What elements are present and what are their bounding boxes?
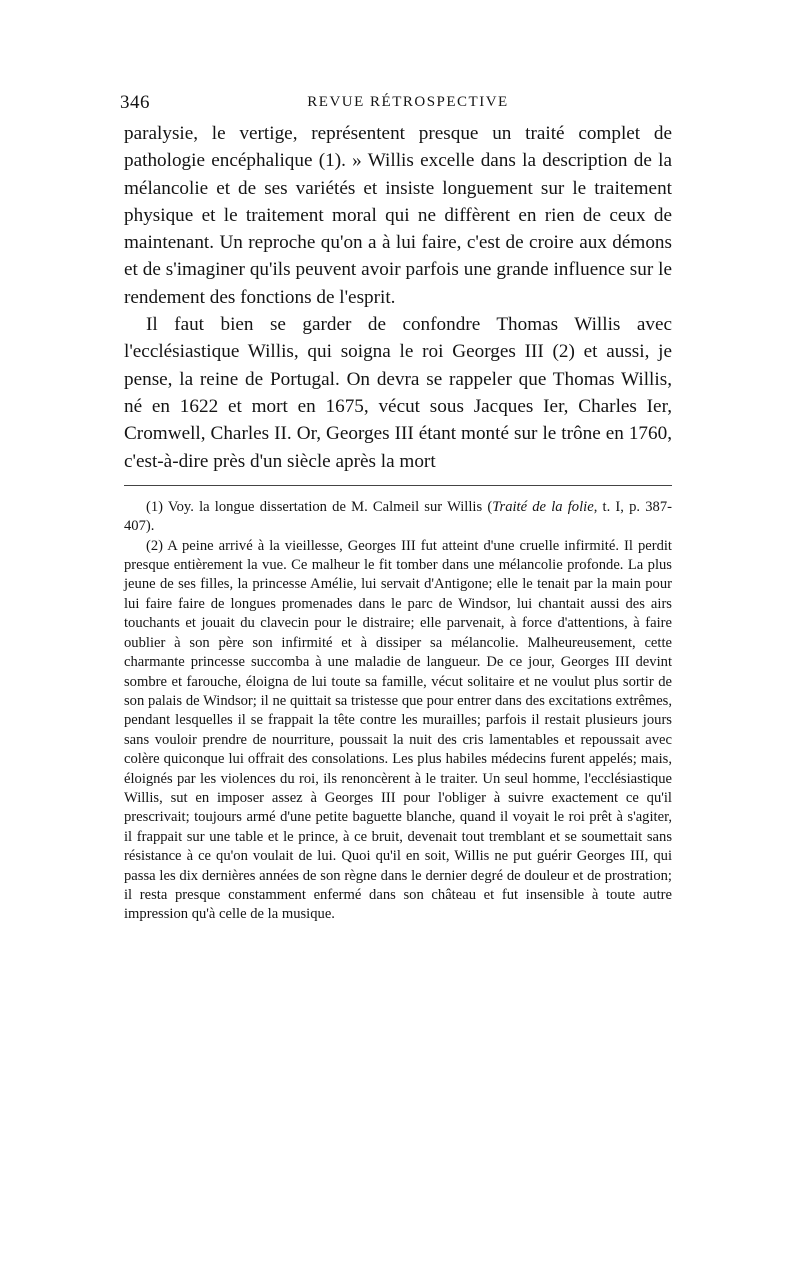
footnote-2: (2) A peine arrivé à la vieillesse, Georges III fut atteint d'une cruelle infirmité. Il perdit presque entièrement la vue. Ce malheur le fit tomber dans une mélancolie profonde. La plus jeune de ses filles, la princesse Amélie, lui servait d'Antigone; elle le tenait par la main pour lui faire faire de longues promenades dans le parc de Windsor, lui chantait aussi des airs touchants et jouait du clavecin pour le distraire; elle parvenait, à force d'attentions, à faire oublier à son père son infirmité et à dissiper sa mélancolie. Malheureusement, cette charmante princesse succomba à une maladie de langueur. De ce jour, Georges III devint sombre et farouche, éloigna de lui toute sa famille, vécut solitaire et ne voulut plus sortir de son palais de Windsor; il ne quittait sa tristesse que pour entrer dans des excitations extrêmes, pendant lesquelles il se frappait la tête contre les murailles; parfois il restait plusieurs jours sans vouloir prendre de nourriture, poussait la nuit des cris lamentables et repoussait avec colère quiconque lui offrait des consolations. Les plus habiles médecins furent appelés; mais, éloignés par les violences du roi, ils renoncèrent à le traiter. Un seul homme, l'ecclésiastique Willis, sut en imposer assez à Georges III pour l'obliger à suivre exactement ce qu'il prescrivait; toujours armé d'une petite baguette blanche, quand il voyait le roi prêt à s'agiter, il frappait sur une table et le prince, à ce bruit, devenait tout tremblant et se soumettait sans résistance à ce qu'on voulait de lui. Quoi qu'il en soit, Willis ne put guérir Georges III, qui passa les dix dernières années de son règne dans le dernier degré de douleur et de prostration; il resta presque constamment enfermé dans son château et fut insensible à toute autre impression qu'à celle de la musique. (124, 537, 672, 923)
paragraph: paralysie, le vertige, représentent presque un traité complet de pathologie encéphalique (1). » Willis excelle dans la description de la mélancolie et de ses variétés et insiste longuement sur le traitement physique et le traitement moral qui ne diffèrent en rien de ceux de maintenant. Un reproche qu'on a à lui faire, c'est de croire aux démons et de s'imaginer qu'ils peuvent avoir parfois une grande influence sur le rendement des fonctions de l'esprit. (124, 123, 672, 308)
footnote-divider (124, 485, 672, 486)
footnote-1 (124, 498, 672, 537)
footnotes (124, 498, 672, 925)
footnote-1-text: (1) Voy. la longue dissertation de M. Calmeil sur Willis ( (146, 498, 493, 515)
footnote-1-book-title: Traité de la folie (492, 498, 594, 515)
paragraph: Il faut bien se garder de confondre Thomas Willis avec l'ecclésiastique Willis, qui soigna le roi Georges III (2) et aussi, je pense, la reine de Portugal. On devra se rappeler que Thomas Willis, né en 1622 et mort en 1675, vécut sous Jacques Ier, Charles Ier, Cromwell, Charles II. Or, Georges III étant monté sur le trône en 1760, c'est-à-dire près d'un siècle après la mort (124, 314, 672, 472)
book-page (120, 92, 672, 925)
page-number: 346 (120, 92, 150, 113)
footnote-1-reference: , t. I, p. 387-407). (124, 498, 672, 535)
running-title: REVUE RÉTROSPECTIVE (307, 94, 509, 110)
main-text (124, 120, 672, 475)
running-header (120, 92, 672, 120)
